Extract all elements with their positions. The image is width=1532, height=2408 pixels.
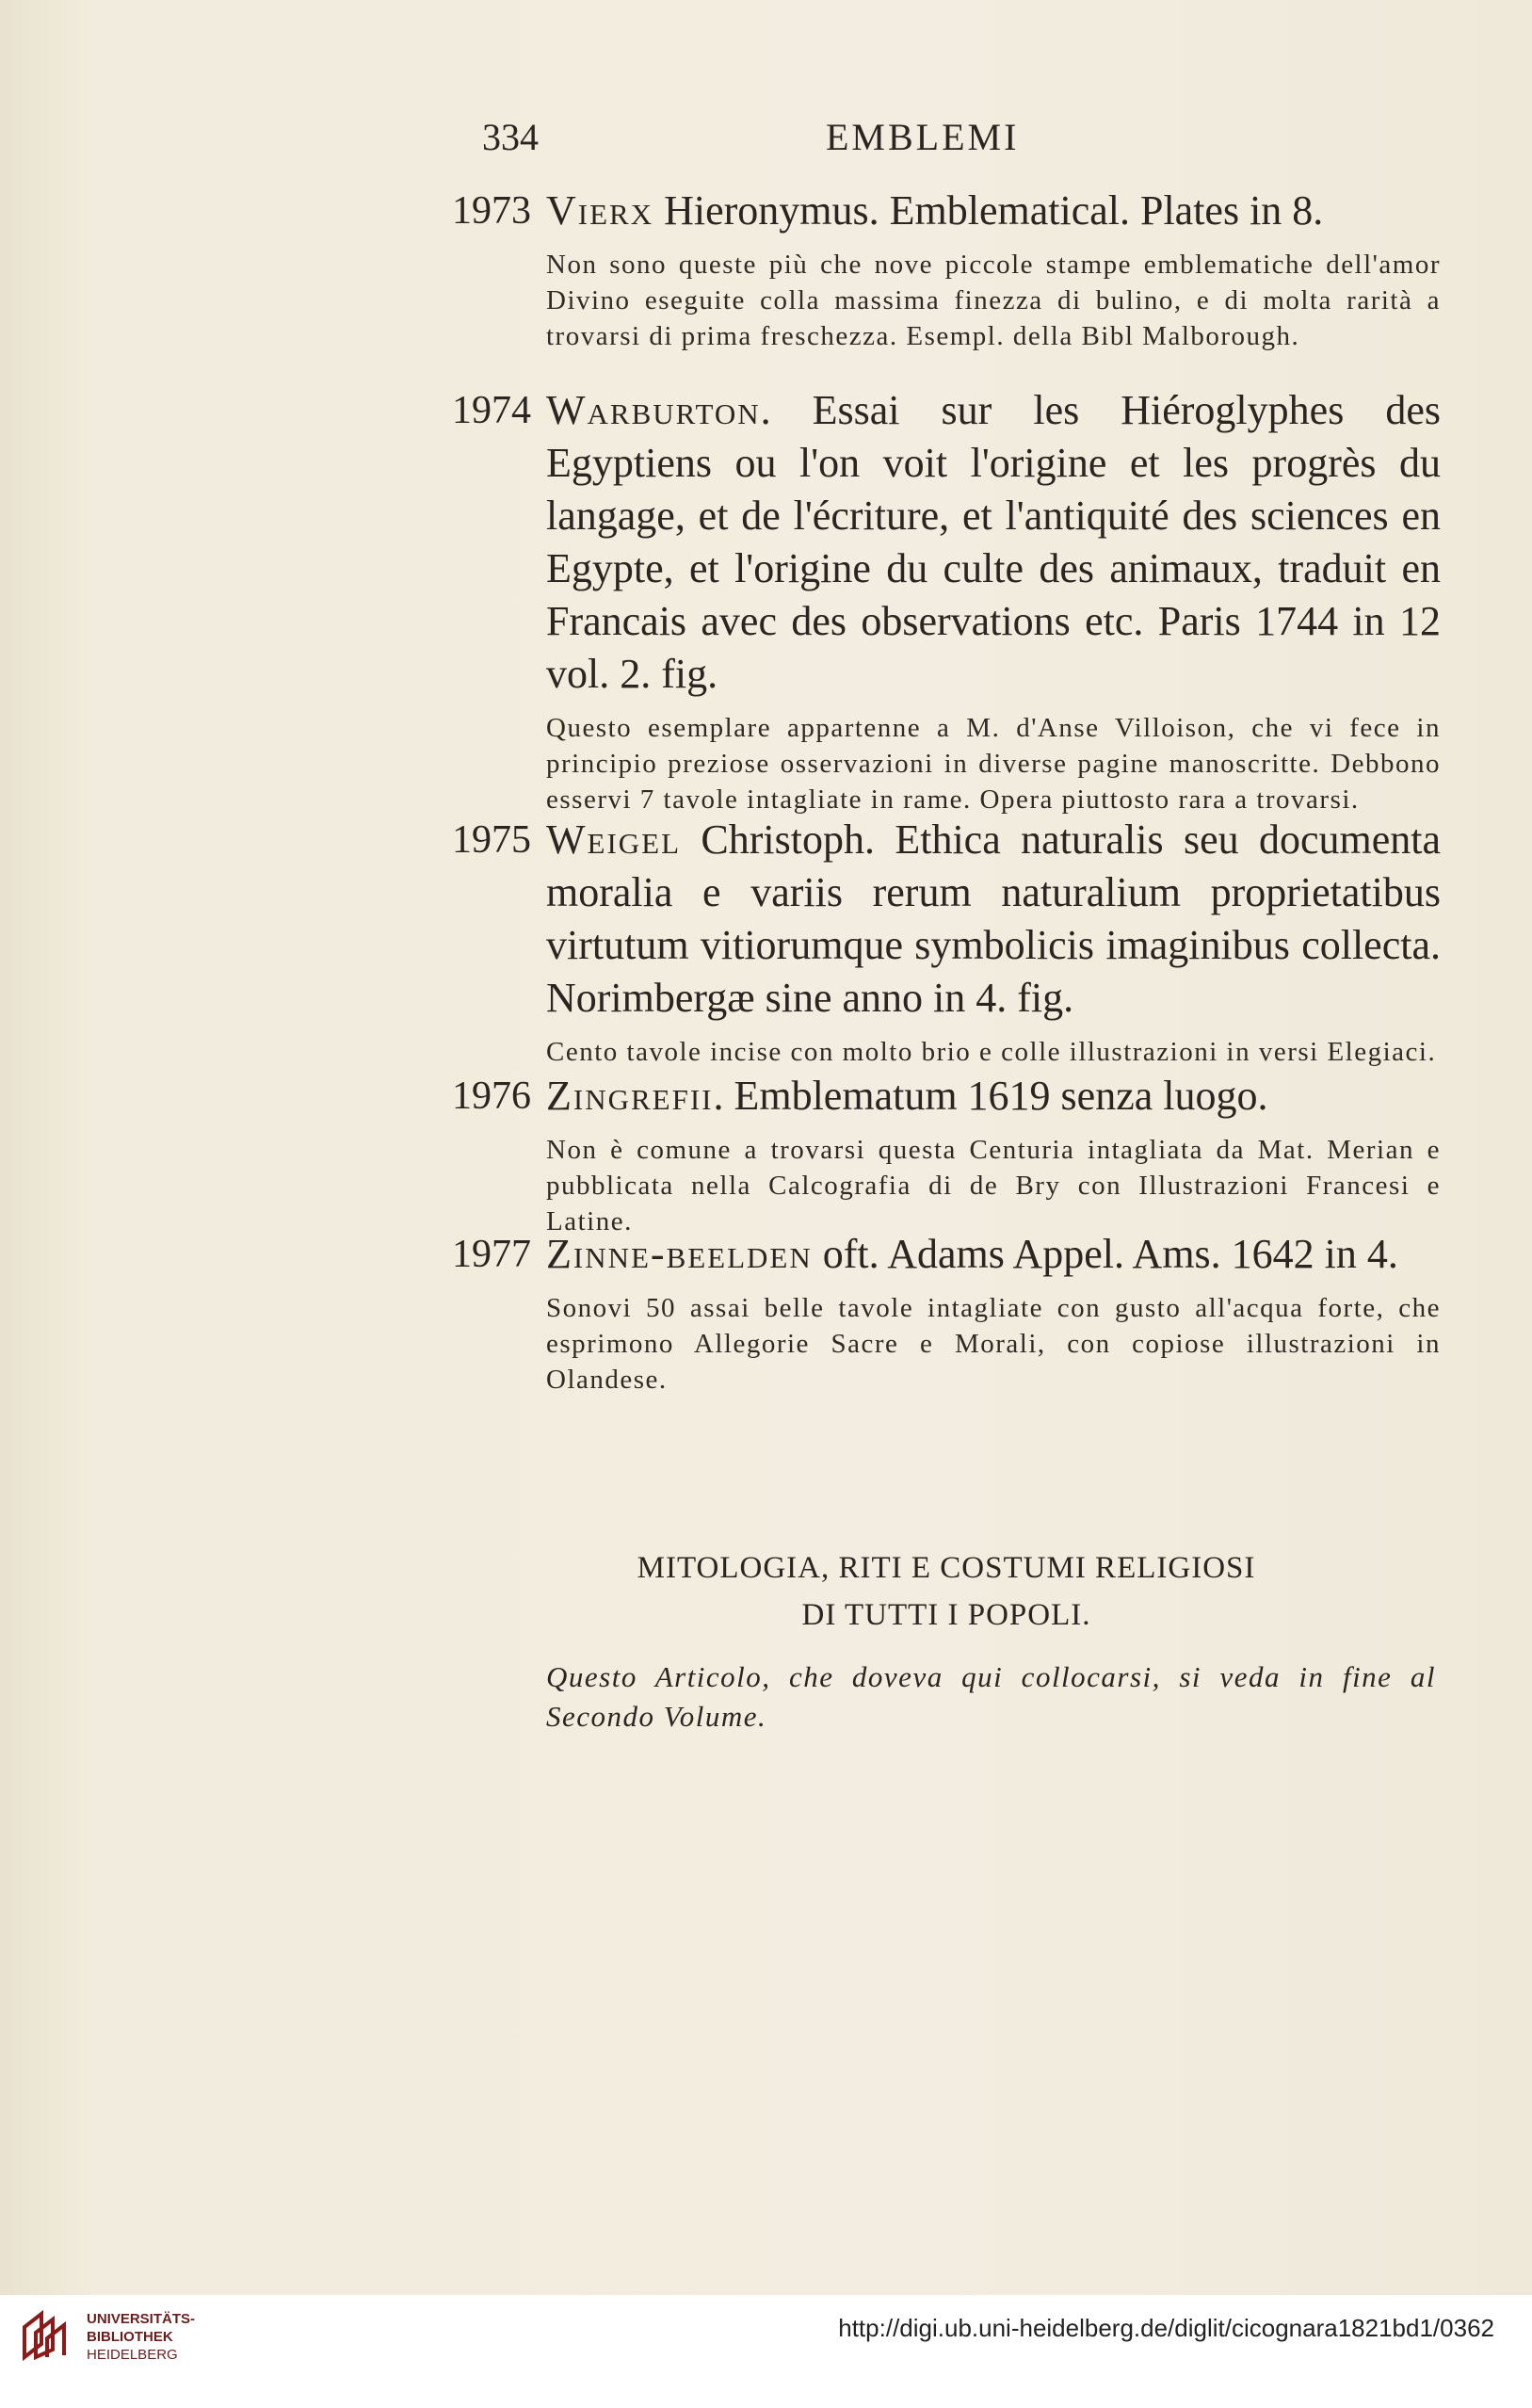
catalog-entry [452, 384, 1441, 817]
catalog-entry [452, 1070, 1441, 1239]
entry-author: Weigel [546, 816, 682, 863]
page-header [482, 115, 1424, 171]
entry-number: 1974 [452, 389, 531, 432]
catalog-entry [452, 185, 1441, 354]
library-name-line1: UNIVERSITÄTS- [87, 2311, 196, 2327]
entry-author: Warburton [546, 387, 761, 433]
entry-note: Non è comune a trovarsi questa Centuria intagliata da Mat. Merian e pubblicata nella Calcografia di de Bry con Illustrazioni Francesi e Latine. [546, 1135, 1441, 1236]
library-name-line2: BIBLIOTHEK [87, 2329, 173, 2345]
section-title-line1: MITOLOGIA, RITI E COSTUMI RELIGIOSI [637, 1551, 1256, 1585]
entry-heading [452, 1070, 1441, 1123]
page-title: EMBLEMI [826, 116, 1020, 158]
entry-heading [452, 384, 1441, 701]
entry-author: Zingrefii [546, 1073, 714, 1119]
entry-note: Non sono queste più che nove piccole stampe emblematiche dell'amor Divino eseguite colla massima finezza di bulino, e di molta rarità a trovarsi di prima freschezza. Esempl. della Bibl Malborough. [546, 250, 1441, 351]
section-note: Questo Articolo, che doveva qui collocarsi, si veda in fine al Secondo Volume. [546, 1660, 1436, 1733]
entry-text: Hieronymus. Emblematical. Plates in 8. [653, 187, 1324, 234]
footer-bar [0, 2295, 1532, 2408]
entry-heading [452, 1228, 1441, 1281]
library-logo-icon[interactable] [19, 2308, 73, 2363]
entry-number: 1976 [452, 1075, 531, 1118]
section-heading [452, 1544, 1441, 1639]
page-number: 334 [482, 116, 539, 158]
entry-text: Christoph. Ethica naturalis seu documenta moralia e variis rerum naturalium proprietatibus virtutum vitiorumque symbolicis imaginibus collecta. Norimbergæ sine anno in 4. fig. [546, 816, 1441, 1021]
entry-number: 1975 [452, 818, 531, 862]
entry-text: . Essai sur les Hiéroglyphes des Egyptiens ou l'on voit l'origine et les progrès du langage, et de l'écriture, et l'antiquité des sciences en Egypte, et l'origine du culte des animaux, traduit en Francais avec des observations etc. Paris 1744 in 12 vol. 2. fig. [546, 387, 1441, 697]
entry-number: 1973 [452, 189, 531, 233]
entry-note: Sonovi 50 assai belle tavole intagliate con gusto all'acqua forte, che esprimono Allegorie Sacre e Morali, con copiose illustrazioni in Olandese. [546, 1293, 1441, 1395]
entry-heading [452, 814, 1441, 1025]
entry-heading [452, 185, 1441, 237]
entry-note: Cento tavole incise con molto brio e colle illustrazioni in versi Elegiaci. [546, 1037, 1437, 1067]
library-name-line3: HEIDELBERG [87, 2347, 178, 2363]
source-url-link[interactable]: http://digi.ub.uni-heidelberg.de/diglit/cicognara1821bd1/0362 [838, 2314, 1494, 2342]
catalog-entry [452, 814, 1441, 1070]
catalog-entry [452, 1228, 1441, 1398]
entry-text: oft. Adams Appel. Ams. 1642 in 4. [812, 1231, 1398, 1277]
entry-text: . Emblematum 1619 senza luogo. [713, 1073, 1268, 1119]
entry-note: Questo esemplare appartenne a M. d'Anse Villoison, che vi fece in principio preziose osservazioni in diverse pagine manoscritte. Debbono esservi 7 tavole intagliate in rame. Opera piuttosto rara a trovarsi. [546, 713, 1441, 815]
library-name[interactable] [87, 2310, 195, 2364]
entry-author: Vierx [546, 187, 654, 234]
entry-number: 1977 [452, 1233, 531, 1276]
entry-author: Zinne-beelden [546, 1231, 813, 1277]
section-title-line2: DI TUTTI I POPOLI. [801, 1598, 1091, 1632]
